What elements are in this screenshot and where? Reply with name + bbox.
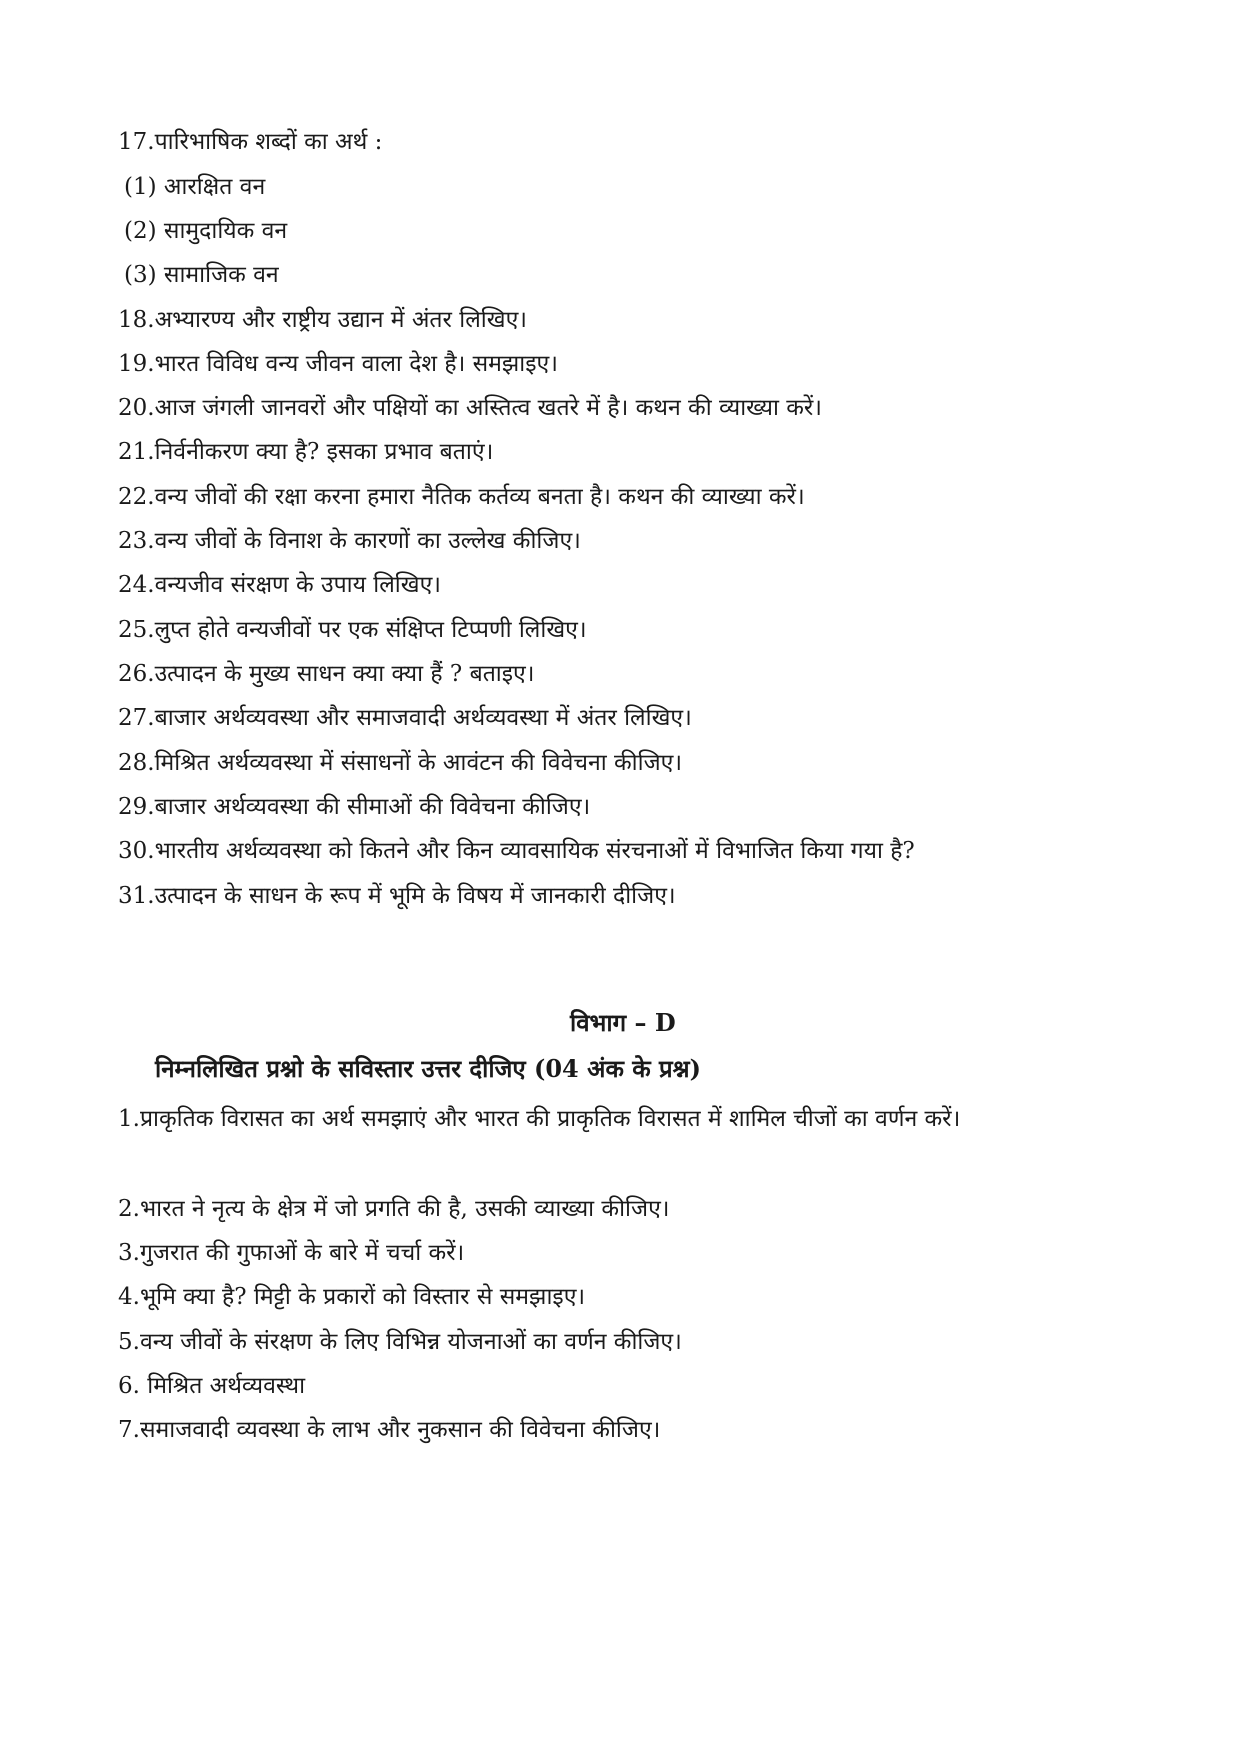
question-24: 24.वन्यजीव संरक्षण के उपाय लिखिए। xyxy=(118,572,442,598)
question-17-part-1: (1) आरक्षित वन xyxy=(124,174,266,200)
question-25: 25.लुप्त होते वन्यजीवों पर एक संक्षिप्त टिप्पणी लिखिए। xyxy=(118,617,587,643)
question-30: 30.भारतीय अर्थव्यवस्था को कितने और किन व्यावसायिक संरचनाओं में विभाजित किया गया है? xyxy=(118,838,915,864)
question-17-part-2: (2) सामुदायिक वन xyxy=(124,218,288,244)
question-22: 22.वन्य जीवों की रक्षा करना हमारा नैतिक कर्तव्य बनता है। कथन की व्याख्या करें। xyxy=(118,484,805,510)
section-d-question-6: 6. मिश्रित अर्थव्यवस्था xyxy=(118,1373,306,1399)
section-d-question-1: 1.प्राकृतिक विरासत का अर्थ समझाएं और भारत की प्राकृतिक विरासत में शामिल चीजों का वर्णन करें। xyxy=(118,1106,961,1132)
question-20: 20.आज जंगली जानवरों और पक्षियों का अस्तित्व खतरे में है। कथन की व्याख्या करें। xyxy=(118,395,822,421)
section-d-instruction: निम्नलिखित प्रश्नो के सविस्तार उत्तर दीजिए (04 अंक के प्रश्न) xyxy=(155,1054,702,1083)
question-26: 26.उत्पादन के मुख्य साधन क्या क्या हैं ? बताइए। xyxy=(118,661,535,687)
question-31: 31.उत्पादन के साधन के रूप में भूमि के विषय में जानकारी दीजिए। xyxy=(118,883,676,909)
question-23: 23.वन्य जीवों के विनाश के कारणों का उल्लेख कीजिए। xyxy=(118,528,581,554)
section-d-question-7: 7.समाजवादी व्यवस्था के लाभ और नुकसान की विवेचना कीजिए। xyxy=(118,1417,661,1443)
question-19: 19.भारत विविध वन्य जीवन वाला देश है। समझाइए। xyxy=(118,351,558,377)
section-d-title: विभाग – D xyxy=(570,1008,676,1037)
question-27: 27.बाजार अर्थव्यवस्था और समाजवादी अर्थव्यवस्था में अंतर लिखिए। xyxy=(118,705,692,731)
question-17: 17.पारिभाषिक शब्दों का अर्थ : xyxy=(118,129,383,155)
question-29: 29.बाजार अर्थव्यवस्था की सीमाओं की विवेचना कीजिए। xyxy=(118,794,591,820)
question-28: 28.मिश्रित अर्थव्यवस्था में संसाधनों के आवंटन की विवेचना कीजिए। xyxy=(118,750,683,776)
section-d-question-2: 2.भारत ने नृत्य के क्षेत्र में जो प्रगति की है, उसकी व्याख्या कीजिए। xyxy=(118,1196,670,1222)
section-d-question-4: 4.भूमि क्या है? मिट्टी के प्रकारों को विस्तार से समझाइए। xyxy=(118,1284,586,1310)
section-d-question-3: 3.गुजरात की गुफाओं के बारे में चर्चा करें। xyxy=(118,1240,465,1266)
section-d-question-5: 5.वन्य जीवों के संरक्षण के लिए विभिन्न योजनाओं का वर्णन कीजिए। xyxy=(118,1329,682,1355)
question-21: 21.निर्वनीकरण क्या है? इसका प्रभाव बताएं। xyxy=(118,439,494,465)
question-18: 18.अभ्यारण्य और राष्ट्रीय उद्यान में अंतर लिखिए। xyxy=(118,307,527,333)
question-17-part-3: (3) सामाजिक वन xyxy=(124,262,279,288)
